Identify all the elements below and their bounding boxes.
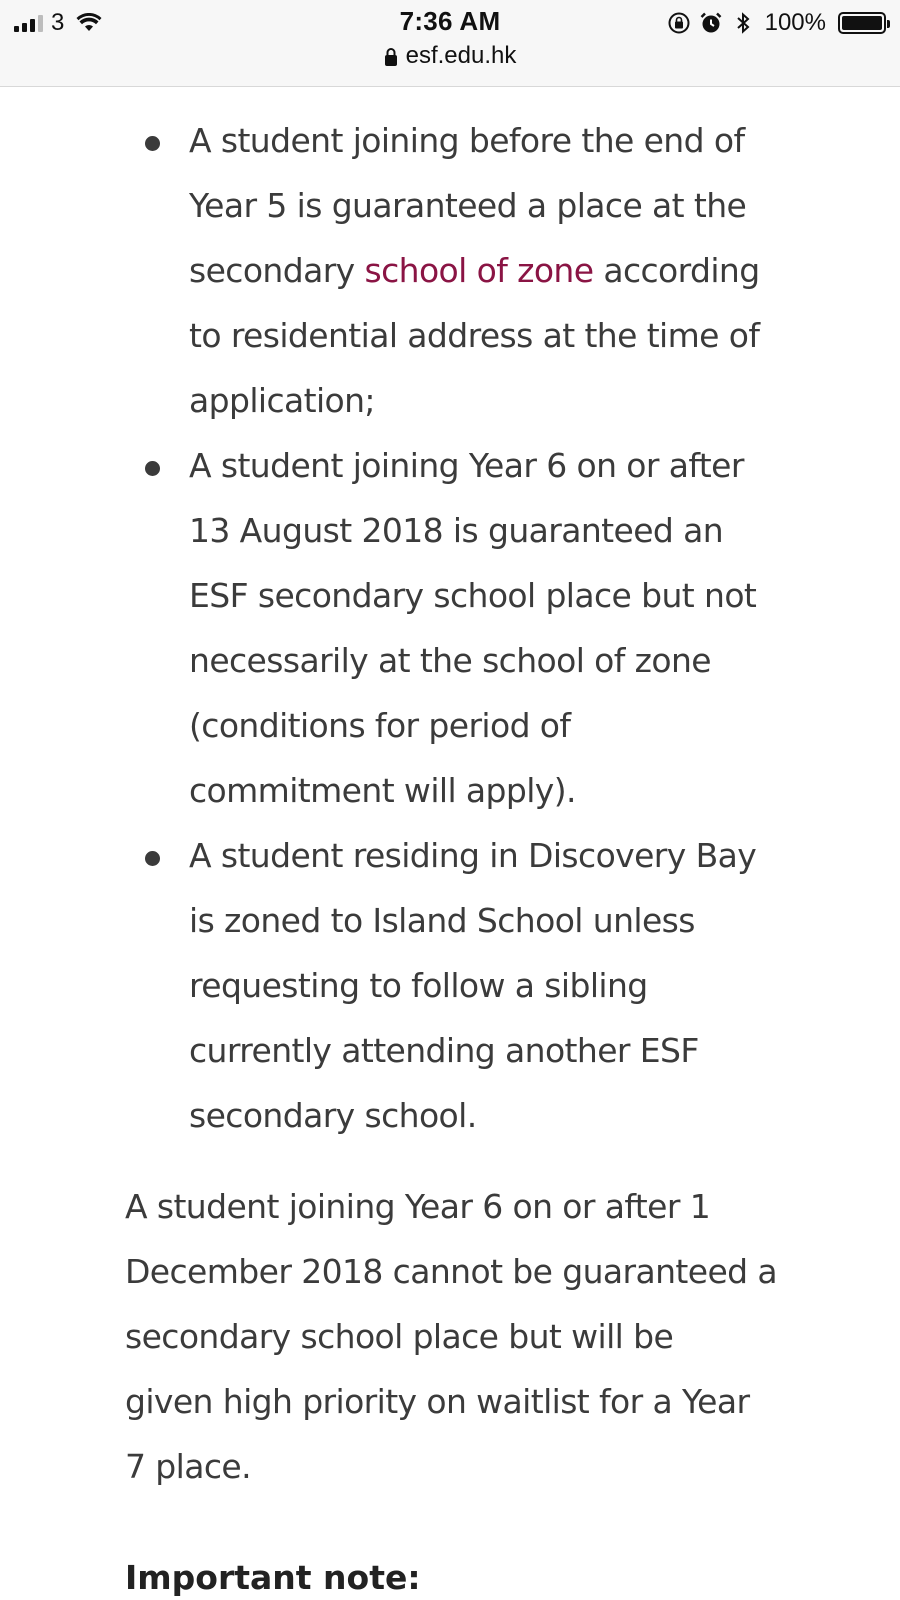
text-line: application; [189,381,375,420]
bullet-icon [145,851,160,866]
school-of-zone-link[interactable]: school of zone [364,251,594,290]
bluetooth-icon [731,11,755,35]
text-span: secondary [189,251,365,290]
text-line: secondary school place but will be [125,1317,674,1356]
text-line: requesting to follow a sibling [189,966,648,1005]
text-line: given high priority on waitlist for a Year [125,1382,750,1421]
lock-icon [384,47,398,67]
text-line: Year 5 is guaranteed a place at the [189,186,747,225]
text-line: necessarily at the school of zone [189,641,712,680]
text-line: currently attending another ESF [189,1031,699,1070]
address-bar[interactable] [0,42,900,70]
bullet-icon [145,136,160,151]
list-item [189,108,789,433]
important-note-heading: Important note: [125,1558,421,1597]
alarm-icon [699,11,723,35]
text-line: commitment will apply). [189,771,576,810]
text-line: December 2018 cannot be guaranteed a [125,1252,778,1291]
orientation-lock-icon [667,11,691,35]
text-line: to residential address at the time of [189,316,760,355]
text-line: secondary school. [189,1096,477,1135]
text-line: 7 place. [125,1447,251,1486]
page-content [0,86,900,1600]
text-line: A student joining Year 6 on or after [189,446,744,485]
battery-percentage: 100% [764,9,826,36]
text-line: is zoned to Island School unless [189,901,695,940]
year6-waitlist-paragraph [125,1174,805,1499]
text-line: ESF secondary school place but not [189,576,757,615]
bullet-icon [145,461,160,476]
status-time: 7:36 AM [399,6,501,36]
status-right [667,8,886,38]
status-bar [0,0,900,87]
text-line: A student joining Year 6 on or after 1 [125,1187,711,1226]
battery-fill [842,16,882,30]
text-line: A student joining before the end of [189,121,745,160]
text-line: A student residing in Discovery Bay [189,836,757,875]
list-item [189,433,789,823]
zoning-bullet-list [0,108,900,1148]
carrier-label: 3 [51,9,65,36]
text-line: (conditions for period of [189,706,571,745]
list-item [189,823,789,1148]
text-line [189,238,789,303]
text-line: 13 August 2018 is guaranteed an [189,511,724,550]
battery-icon [838,12,886,34]
url-text[interactable]: esf.edu.hk [405,42,517,69]
text-span: according [593,251,760,290]
